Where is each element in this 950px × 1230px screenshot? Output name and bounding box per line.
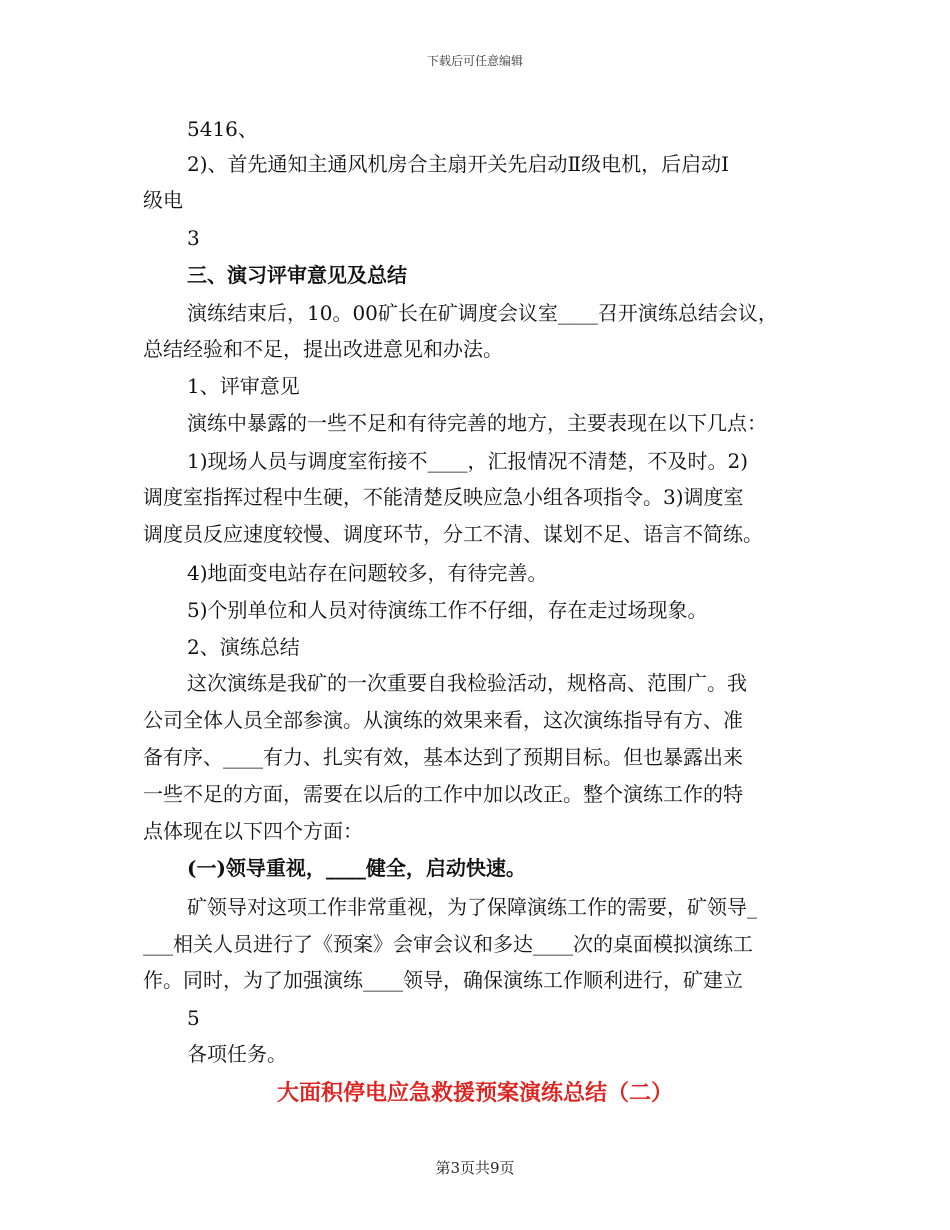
text-line: 各项任务。 — [187, 1042, 287, 1066]
text-line: 公司全体人员全部参演。从演练的效果来看，这次演练指导有方、准 — [143, 708, 743, 732]
text-line: 5416、 — [187, 117, 258, 141]
subheading: 2、演练总结 — [187, 635, 300, 659]
page-footer: 第3页共9页 — [435, 1159, 515, 1177]
text-line: 5 — [187, 1006, 200, 1030]
section-title: 大面积停电应急救援预案演练总结（二） — [276, 1080, 673, 1106]
text-line: 4)地面变电站存在问题较多，有待完善。 — [187, 561, 548, 585]
text-line: 级电 — [143, 188, 183, 212]
text-line: 1)现场人员与调度室衔接不____，汇报情况不清楚，不及时。2) — [187, 449, 749, 473]
section-heading: 三、演习评审意见及总结 — [187, 263, 407, 287]
text-line: 3 — [187, 226, 200, 250]
text-line: 2)、首先通知主通风机房合主扇开关先启动Ⅱ级电机，后启动Ⅰ — [187, 152, 730, 176]
text-line: 调度员反应速度较慢、调度环节，分工不清、谋划不足、语言不简练。 — [143, 522, 763, 546]
text-line: 总结经验和不足，提出改进意见和办法。 — [143, 337, 503, 361]
text-line: 演练结束后，10。00矿长在矿调度会议室____召开演练总结会议， — [187, 301, 778, 325]
bold-heading: (一)领导重视，____健全，启动快速。 — [187, 856, 526, 880]
text-line: 一些不足的方面，需要在以后的工作中加以改正。整个演练工作的特 — [143, 782, 743, 806]
text-line: 矿领导对这项工作非常重视，为了保障演练工作的需要，矿领导_ — [187, 895, 757, 919]
text-line: 点体现在以下四个方面： — [143, 819, 363, 843]
text-line: 备有序、____有力、扎实有效，基本达到了预期目标。但也暴露出来 — [143, 745, 743, 769]
text-line: 5)个别单位和人员对待演练工作不仔细，存在走过场现象。 — [187, 598, 708, 622]
text-line: 演练中暴露的一些不足和有待完善的地方，主要表现在以下几点： — [187, 411, 767, 435]
text-line: 作。同时，为了加强演练____领导，确保演练工作顺利进行，矿建立 — [143, 968, 743, 992]
text-line: 这次演练是我矿的一次重要自我检验活动，规格高、范围广。我 — [187, 671, 747, 695]
text-line: ___相关人员进行了《预案》会审会议和多达____次的桌面模拟演练工 — [143, 932, 753, 956]
text-line: 调度室指挥过程中生硬，不能清楚反映应急小组各项指令。3)调度室 — [143, 485, 744, 509]
page-header: 下载后可任意编辑 — [426, 54, 523, 68]
subheading: 1、评审意见 — [187, 374, 300, 398]
